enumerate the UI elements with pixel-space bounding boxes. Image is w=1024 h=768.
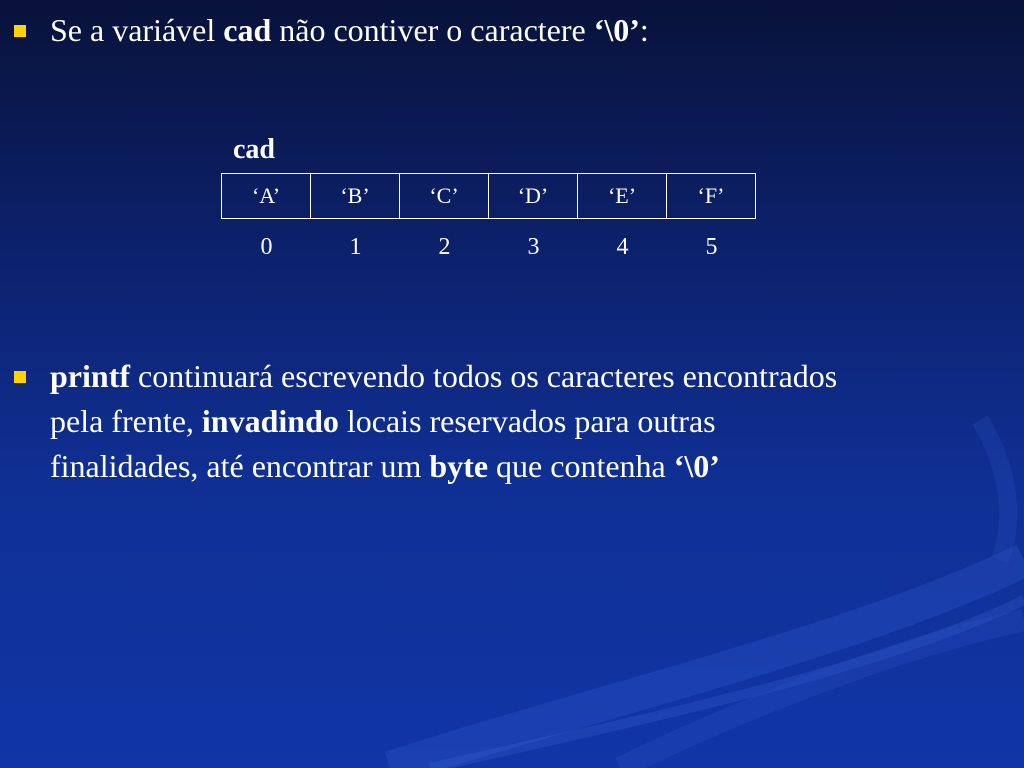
bullet-2-line-3	[50, 444, 1010, 489]
bullet-2-text	[50, 354, 1010, 489]
array-caption: cad	[233, 134, 275, 165]
bullet-1-text	[50, 8, 649, 53]
bullet-2-line-2-rest: locais reservados para outras	[338, 403, 716, 439]
bullet-1-prefix: Se a variável	[50, 12, 224, 48]
bullet-1-middle: não contiver o caractere	[271, 12, 594, 48]
bullet-2-line-2-start: pela frente,	[50, 403, 202, 439]
square-bullet-icon	[14, 25, 26, 37]
bullet-2-line-3-middle: que contenha	[488, 448, 674, 484]
array-index: 2	[438, 233, 451, 260]
array-index: 0	[260, 233, 273, 260]
bullet-2-line-1	[50, 354, 1010, 399]
bullet-1-suffix: :	[639, 12, 649, 48]
array-index-row	[222, 230, 756, 264]
array-cell: ‘C’	[400, 174, 489, 218]
array-cell: ‘D’	[489, 174, 578, 218]
bullet-1-variable-name: cad	[223, 12, 272, 48]
array-cell: ‘E’	[578, 174, 667, 218]
bullet-2-function-name: printf	[50, 358, 130, 394]
bullet-2-line-2	[50, 399, 1010, 444]
bullet-2-line-1-rest: continuará escrevendo todos os caracteres encontrados	[130, 358, 838, 394]
array-cell: ‘F’	[697, 183, 725, 208]
array-index: 4	[616, 233, 629, 260]
array-index: 1	[349, 233, 362, 260]
bullet-2-line-3-start: finalidades, até encontrar um	[50, 448, 430, 484]
bullet-2-emphasis-invadindo: invadindo	[201, 403, 339, 439]
array-cell: ‘B’	[311, 174, 400, 218]
array-cell: ‘A’	[222, 174, 311, 218]
bullet-1-null-char: ‘\0’	[593, 12, 640, 48]
array-index: 5	[705, 233, 718, 260]
square-bullet-icon	[14, 371, 26, 383]
bullet-2-null-char: ‘\0’	[673, 448, 720, 484]
bullet-2-emphasis-byte: byte	[429, 448, 489, 484]
char-array-table	[221, 173, 756, 219]
array-index: 3	[527, 233, 540, 260]
